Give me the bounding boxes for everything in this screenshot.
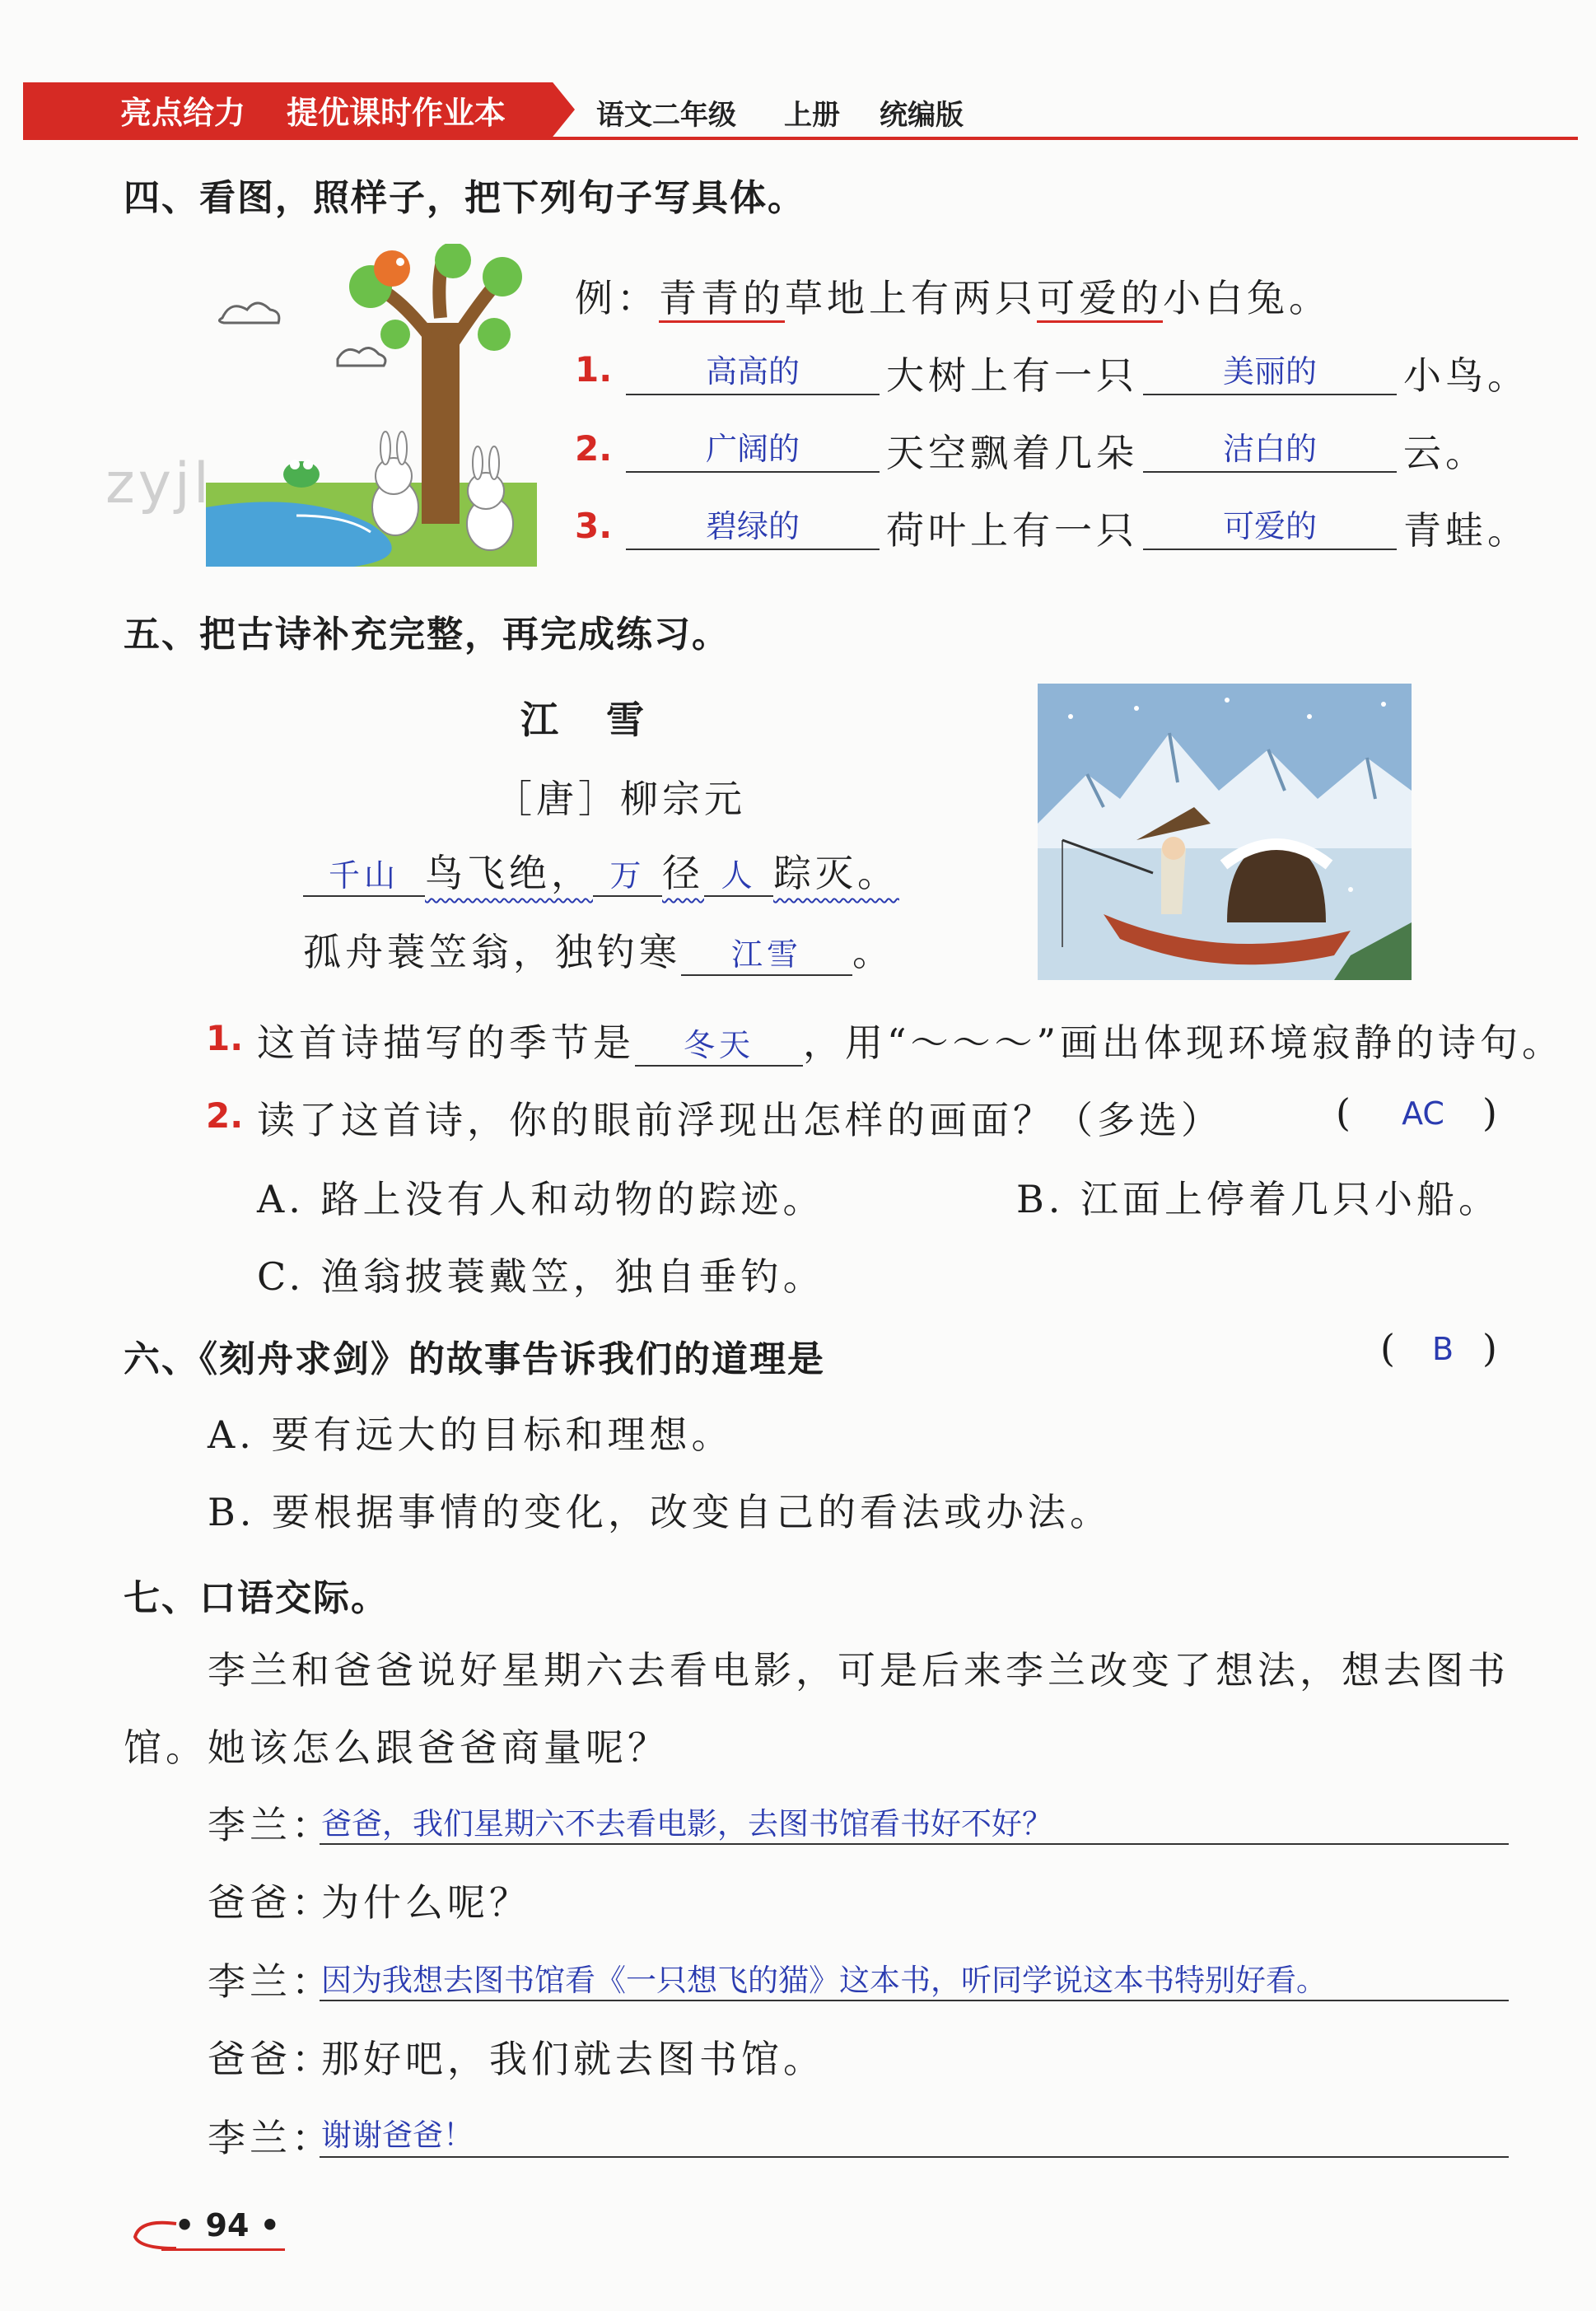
item-1-number: 1. bbox=[575, 349, 613, 390]
poem-line2-text-1: 孤舟蓑笠翁，独钓寒 bbox=[303, 930, 681, 974]
q2-text: 读了这首诗，你的眼前浮现出怎样的画面？（多选） bbox=[257, 1098, 1223, 1142]
page-number: • 94 • bbox=[175, 2207, 280, 2243]
example-mid: 草地上有两只 bbox=[785, 276, 1037, 320]
item-3-answer-1: 碧绿的 bbox=[705, 508, 800, 544]
q1-line bbox=[257, 1013, 1564, 1067]
dialog-3-speaker: 李兰： bbox=[208, 1959, 334, 2004]
item-3-blank-2[interactable] bbox=[1143, 501, 1397, 550]
poem-blank-1[interactable]: 千山 bbox=[303, 850, 425, 897]
dialog-3-line bbox=[320, 1998, 1509, 2001]
poem-blank-2[interactable]: 万 bbox=[593, 850, 662, 897]
s6-bracket-close: ) bbox=[1482, 1326, 1501, 1370]
q2-answer[interactable]: AC bbox=[1402, 1095, 1444, 1132]
item-2-answer-1: 广阔的 bbox=[705, 431, 800, 467]
item-3-middle: 荷叶上有一只 bbox=[886, 508, 1138, 553]
section6-option-b: B. 要根据事情的变化，改变自己的看法或办法。 bbox=[208, 1490, 1113, 1534]
dialog-4-speaker: 爸爸： bbox=[208, 2037, 334, 2081]
item-3-answer-2: 可爱的 bbox=[1222, 508, 1317, 544]
item-2-middle: 天空飘着几朵 bbox=[886, 431, 1138, 475]
section7-paragraph-2: 馆。她该怎么跟爸爸商量呢？ bbox=[124, 1725, 670, 1770]
example-sentence bbox=[575, 268, 1331, 323]
dialog-4-text: 那好吧，我们就去图书馆。 bbox=[321, 2037, 825, 2081]
poem-line1-text-2: 径 bbox=[662, 851, 704, 895]
dialog-5-speaker: 李兰： bbox=[208, 2116, 334, 2160]
q2-bracket-close: ) bbox=[1482, 1090, 1501, 1135]
q2-option-b: B. 江面上停着几只小船。 bbox=[1016, 1177, 1501, 1221]
poem-line2-text-2: 。 bbox=[852, 930, 894, 974]
header-volume: 上册 bbox=[784, 99, 840, 132]
poem-blank-3[interactable]: 人 bbox=[704, 850, 773, 897]
header-brand: 亮点给力 bbox=[120, 95, 246, 131]
poem-line-1 bbox=[303, 843, 899, 898]
item-1-end: 小鸟。 bbox=[1403, 353, 1529, 398]
poem-title: 江 雪 bbox=[520, 698, 649, 742]
dialog-5-answer[interactable]: 谢谢爸爸！ bbox=[321, 2117, 474, 2153]
section6-answer[interactable]: B bbox=[1431, 1331, 1454, 1367]
item-3-blank-1[interactable] bbox=[626, 501, 880, 550]
section7-paragraph-1: 李兰和爸爸说好星期六去看电影，可是后来李兰改变了想法，想去图书 bbox=[208, 1648, 1510, 1692]
dialog-1-answer[interactable]: 爸爸，我们星期六不去看电影，去图书馆看书好不好？ bbox=[321, 1806, 1052, 1842]
section6-option-a: A. 要有远大的目标和理想。 bbox=[208, 1412, 734, 1457]
fisherman-snow-illustration bbox=[1038, 684, 1412, 980]
poem-line-2 bbox=[303, 922, 894, 977]
q2-bracket-open: ( bbox=[1336, 1090, 1355, 1135]
example-prefix: 例： bbox=[575, 276, 659, 320]
q1-answer[interactable]: 冬天 bbox=[635, 1020, 803, 1067]
example-word-1: 青青的 bbox=[659, 276, 785, 323]
item-3-number: 3. bbox=[575, 506, 613, 546]
item-1-answer-2: 美丽的 bbox=[1222, 353, 1317, 390]
q2-number: 2. bbox=[206, 1095, 244, 1136]
dialog-1-line bbox=[320, 1842, 1509, 1845]
poem-line1-text-3: 踪灭。 bbox=[773, 851, 899, 895]
dialog-3-answer[interactable]: 因为我想去图书馆看《一只想飞的猫》这本书，听同学说这本书特别好看。 bbox=[321, 1963, 1327, 1998]
tree-rabbits-illustration bbox=[206, 244, 537, 567]
item-2-answer-2: 洁白的 bbox=[1222, 431, 1317, 467]
section6-title: 六、《刻舟求剑》的故事告诉我们的道理是 bbox=[124, 1338, 825, 1380]
header-rule bbox=[23, 137, 1578, 140]
q2-option-a: A. 路上没有人和动物的踪迹。 bbox=[257, 1177, 825, 1221]
page-number-underline bbox=[161, 2247, 285, 2251]
item-2-number: 2. bbox=[575, 428, 613, 469]
dialog-2-text: 为什么呢？ bbox=[321, 1880, 531, 1925]
section4-title: 四、看图，照样子，把下列句子写具体。 bbox=[124, 177, 805, 219]
poem-line1-text-1: 鸟飞绝， bbox=[425, 851, 593, 895]
item-1-middle: 大树上有一只 bbox=[886, 353, 1138, 398]
dialog-5-line bbox=[320, 2155, 1509, 2158]
s6-bracket-open: ( bbox=[1380, 1326, 1399, 1370]
q1-text-2: ，用“～～～”画出体现环境寂静的诗句。 bbox=[803, 1020, 1565, 1065]
item-2-blank-2[interactable] bbox=[1143, 423, 1397, 473]
dialog-2-speaker: 爸爸： bbox=[208, 1880, 334, 1925]
example-word-2: 可爱的 bbox=[1037, 276, 1163, 323]
section7-title: 七、口语交际。 bbox=[124, 1577, 389, 1619]
item-2-blank-1[interactable] bbox=[626, 423, 880, 473]
header-edition: 统编版 bbox=[880, 99, 964, 132]
q1-number: 1. bbox=[206, 1018, 244, 1058]
header-subject: 语文二年级 bbox=[596, 99, 736, 132]
header-series: 提优课时作业本 bbox=[287, 95, 506, 131]
item-1-blank-1[interactable] bbox=[626, 346, 880, 395]
item-2-end: 云。 bbox=[1403, 431, 1487, 475]
poem-author: ［唐］柳宗元 bbox=[494, 777, 746, 821]
example-end: 小白兔。 bbox=[1163, 276, 1331, 320]
poem-blank-4[interactable]: 江雪 bbox=[681, 929, 852, 976]
dialog-1-speaker: 李兰： bbox=[208, 1803, 334, 1847]
q2-option-c: C. 渔翁披蓑戴笠，独自垂钓。 bbox=[257, 1254, 825, 1299]
item-3-end: 青蛙。 bbox=[1403, 508, 1529, 553]
item-1-answer-1: 高高的 bbox=[705, 353, 800, 390]
item-1-blank-2[interactable] bbox=[1143, 346, 1397, 395]
section5-title: 五、把古诗补充完整，再完成练习。 bbox=[124, 614, 730, 656]
watermark: zyjl bbox=[105, 451, 212, 516]
q1-text-1: 这首诗描写的季节是 bbox=[257, 1020, 635, 1065]
